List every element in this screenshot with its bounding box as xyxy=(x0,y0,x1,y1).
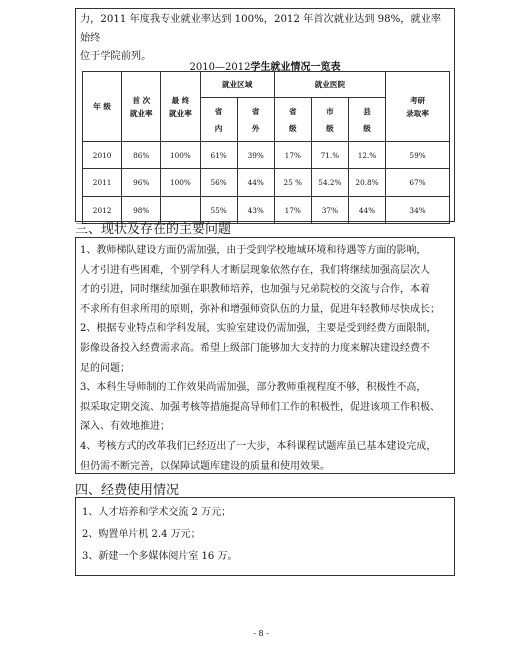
text-line: 3、本科生导师制的工作效果尚需加强，部分教师重视程度不够，积极性不高， xyxy=(80,382,427,394)
issues-box xyxy=(75,237,455,474)
header-first-rate: 首 次 就业率 xyxy=(122,72,161,142)
header-city-level: 市 级 xyxy=(311,98,348,142)
text-line: 2、根据专业特点和学科发展，实验室建设仍需加强，主要是受到经费方面限制， xyxy=(80,323,437,335)
text-line: 拟采取定期交流、加强考核等措施提高导师们工作的积极性，促进该项工作积极、 xyxy=(80,401,440,413)
header-hospital: 就业医院 xyxy=(274,72,385,98)
table-caption-years: 2010—2012 xyxy=(189,62,251,73)
table-caption-title: 学生就业情况一览表 xyxy=(250,62,341,73)
header-province-level: 省 级 xyxy=(274,98,311,142)
section4-heading: 四、经费使用情况 xyxy=(75,483,180,498)
text-line: 影像设备投入经费需求高。希望上级部门能够加大支持的力度来解决建设经费不 xyxy=(80,342,430,354)
text-line: 人才引进有些困难，个别学科人才断层现象依然存在，我们将继续加强高层次人 xyxy=(80,264,430,276)
header-grade: 年 级 xyxy=(83,72,122,142)
page-number: - 8 - xyxy=(253,629,269,638)
text-line: 1、人才培养和学术交流 2 万元； xyxy=(82,507,232,518)
header-out-province: 省 外 xyxy=(237,98,274,142)
header-region: 就业区域 xyxy=(200,72,274,98)
funding-box xyxy=(75,497,455,576)
text-line: 深入、有效地推进； xyxy=(80,421,170,433)
text-line: 1、教师梯队建设方面仍需加强，由于受到学校地域环境和待遇等方面的影响， xyxy=(80,245,427,256)
intro-line: 位于学院前列。 xyxy=(80,51,152,63)
header-grad-rate: 考研 录取率 xyxy=(386,72,450,142)
header-final-rate: 最 终 就业率 xyxy=(161,72,200,142)
text-line: 4、考核方式的改革我们已经迈出了一大步，本科课程试题库虽已基本建设完成， xyxy=(80,440,437,452)
table-header-row xyxy=(83,72,450,98)
text-line: 但仍需不断完善，以保障试题库建设的质量和使用效果。 xyxy=(80,460,330,472)
header-in-province: 省 内 xyxy=(200,98,237,142)
intro-line: 力，2011 年度我专业就业率达到 100%，2012 年首次就业达到 98%，就业率始终 xyxy=(80,14,442,44)
table-row: 2012 98% 55% 43% 17% 37% 44% 34% xyxy=(83,197,450,224)
header-county-level: 县 级 xyxy=(348,98,385,142)
text-line: 2、购置单片机 2.4 万元； xyxy=(82,529,201,540)
employment-section-box xyxy=(75,8,455,222)
issues-text xyxy=(80,241,450,476)
text-line: 才的引进，同时继续加强在职教师培养，也加强与兄弟院校的交流与合作，本着 xyxy=(80,284,430,296)
table-row: 2011 96% 100% 56% 44% 25 % 54.2% 20.8% 67% xyxy=(83,169,450,197)
text-line: 足的问题； xyxy=(80,362,130,374)
employment-table xyxy=(82,71,450,224)
text-line: 不求所有但求所用的原则，弥补和增强师资队伍的力量，促进年轻教师尽快成长； xyxy=(80,303,440,315)
section3-heading: 三、现状及存在的主要问题 xyxy=(75,222,232,237)
table-row: 2010 86% 100% 61% 39% 17% 71.% 12.% 59% xyxy=(83,142,450,169)
funding-text xyxy=(82,502,237,568)
text-line: 3、新建一个多媒体阅片室 16 万。 xyxy=(82,551,238,562)
